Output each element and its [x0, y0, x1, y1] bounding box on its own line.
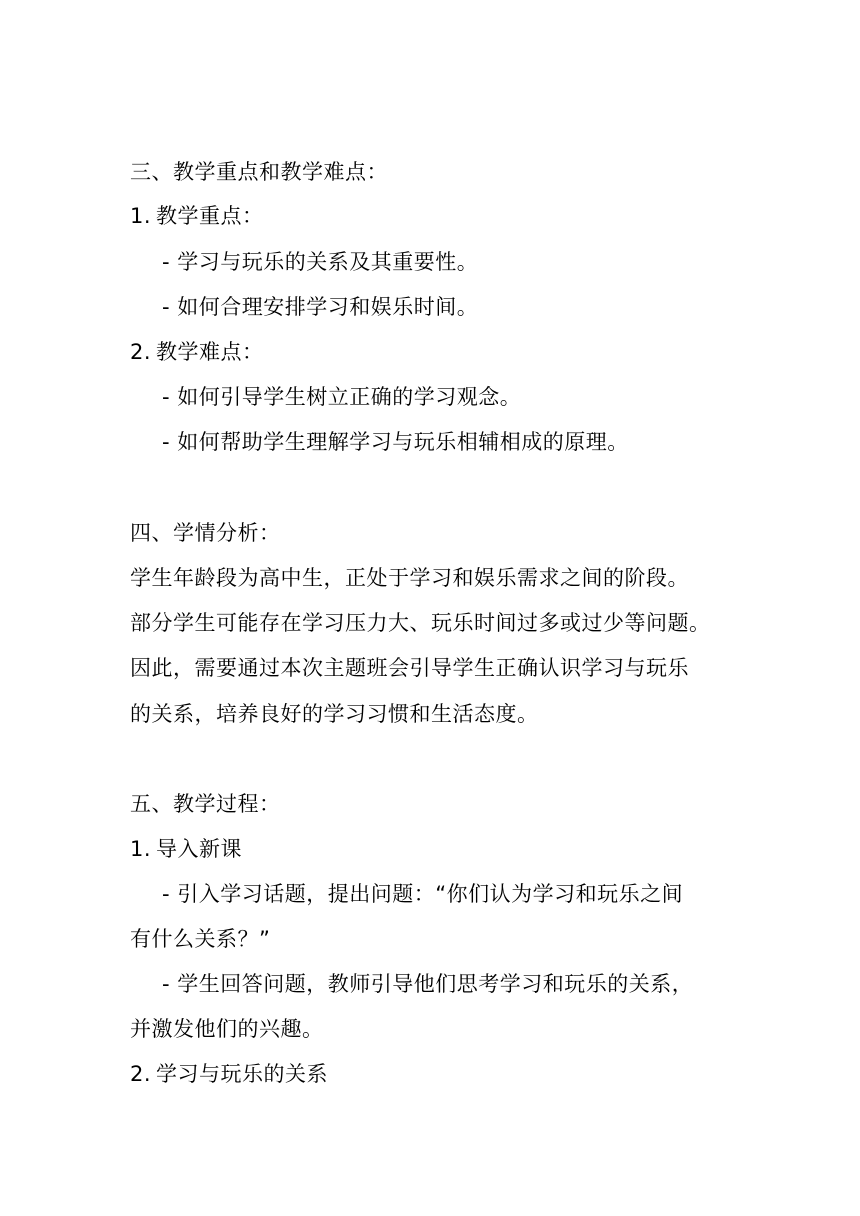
item-label: 教学重点： [156, 204, 264, 228]
section-five-point-line: - 学生回答问题，教师引导他们思考学习和玩乐的关系， [162, 972, 694, 996]
section-four-paragraph-line: 部分学生可能存在学习压力大、玩乐时间过多或过少等问题。 [130, 611, 711, 635]
section-four-paragraph-line: 因此，需要通过本次主题班会引导学生正确认识学习与玩乐 [130, 656, 689, 680]
section-three-item-1 [130, 202, 770, 230]
section-five-point-line: 并激发他们的兴趣。 [130, 1017, 324, 1041]
section-five-item-2 [130, 1060, 770, 1088]
section-four-paragraph-line: 的关系，培养良好的学习习惯和生活态度。 [130, 702, 539, 726]
item-label: 教学难点： [156, 340, 264, 364]
item-number: 1. [130, 204, 152, 228]
section-five-item-1 [130, 835, 770, 863]
section-three-point: - 如何合理安排学习和娱乐时间。 [162, 295, 479, 319]
item-label: 学习与玩乐的关系 [156, 1062, 328, 1086]
item-number: 2. [130, 1062, 152, 1086]
item-number: 1. [130, 837, 152, 861]
section-four-heading: 四、学情分析： [130, 521, 281, 545]
section-three-point: - 如何帮助学生理解学习与玩乐相辅相成的原理。 [162, 430, 629, 454]
section-five-point-line: 有什么关系？” [130, 927, 271, 951]
section-three-heading: 三、教学重点和教学难点： [130, 160, 388, 184]
item-number: 2. [130, 340, 152, 364]
section-five-point-line: - 引入学习话题，提出问题：“你们认为学习和玩乐之间 [162, 882, 684, 906]
section-four-paragraph-line: 学生年龄段为高中生，正处于学习和娱乐需求之间的阶段。 [130, 566, 689, 590]
item-label: 导入新课 [156, 837, 242, 861]
section-three-item-2 [130, 338, 770, 366]
section-three-point: - 学习与玩乐的关系及其重要性。 [162, 250, 479, 274]
section-three-point: - 如何引导学生树立正确的学习观念。 [162, 385, 522, 409]
section-five-heading: 五、教学过程： [130, 792, 281, 816]
